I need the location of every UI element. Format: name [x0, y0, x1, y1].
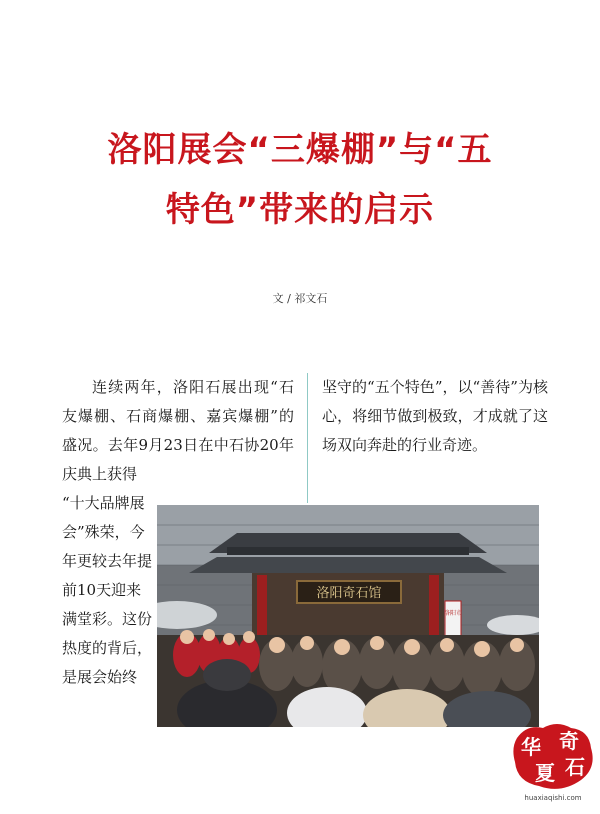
side-sign: 洛阳市	[443, 610, 463, 617]
title-line-2: 特色”带来的启示	[165, 190, 435, 230]
title-line-1: 洛阳展会“三爆棚”与“五	[107, 130, 493, 170]
right-column	[322, 373, 548, 460]
svg-text:夏: 夏	[535, 761, 555, 785]
column-divider	[307, 373, 308, 503]
narrow-text-column	[62, 489, 156, 692]
article-title	[0, 120, 600, 240]
exhibition-photo	[157, 505, 539, 727]
logo-url: huaxiaqishi.com	[524, 794, 582, 802]
right-paragraph: 坚守的“五个特色”，以“善待”为核心，将细节做到极致，才成就了这场双向奔赴的行业奇迹。	[322, 378, 548, 454]
left-column	[62, 373, 294, 489]
left-paragraph: 连续两年，洛阳石展出现“石友爆棚、石商爆棚、嘉宾爆棚”的盛况。去年9月23日在中石协20年庆典上获得	[62, 378, 294, 483]
watermark-logo	[509, 718, 597, 806]
narrow-paragraph: “十大品牌展会”殊荣，今年更较去年提前10天迎来满堂彩。这份热度的背后，是展会始终	[62, 494, 153, 686]
byline: 文 / 祁文石	[272, 292, 328, 305]
svg-text:华: 华	[521, 735, 541, 759]
building-sign: 洛阳奇石馆	[316, 586, 382, 601]
svg-text:奇: 奇	[559, 729, 579, 753]
svg-text:石: 石	[565, 755, 585, 779]
